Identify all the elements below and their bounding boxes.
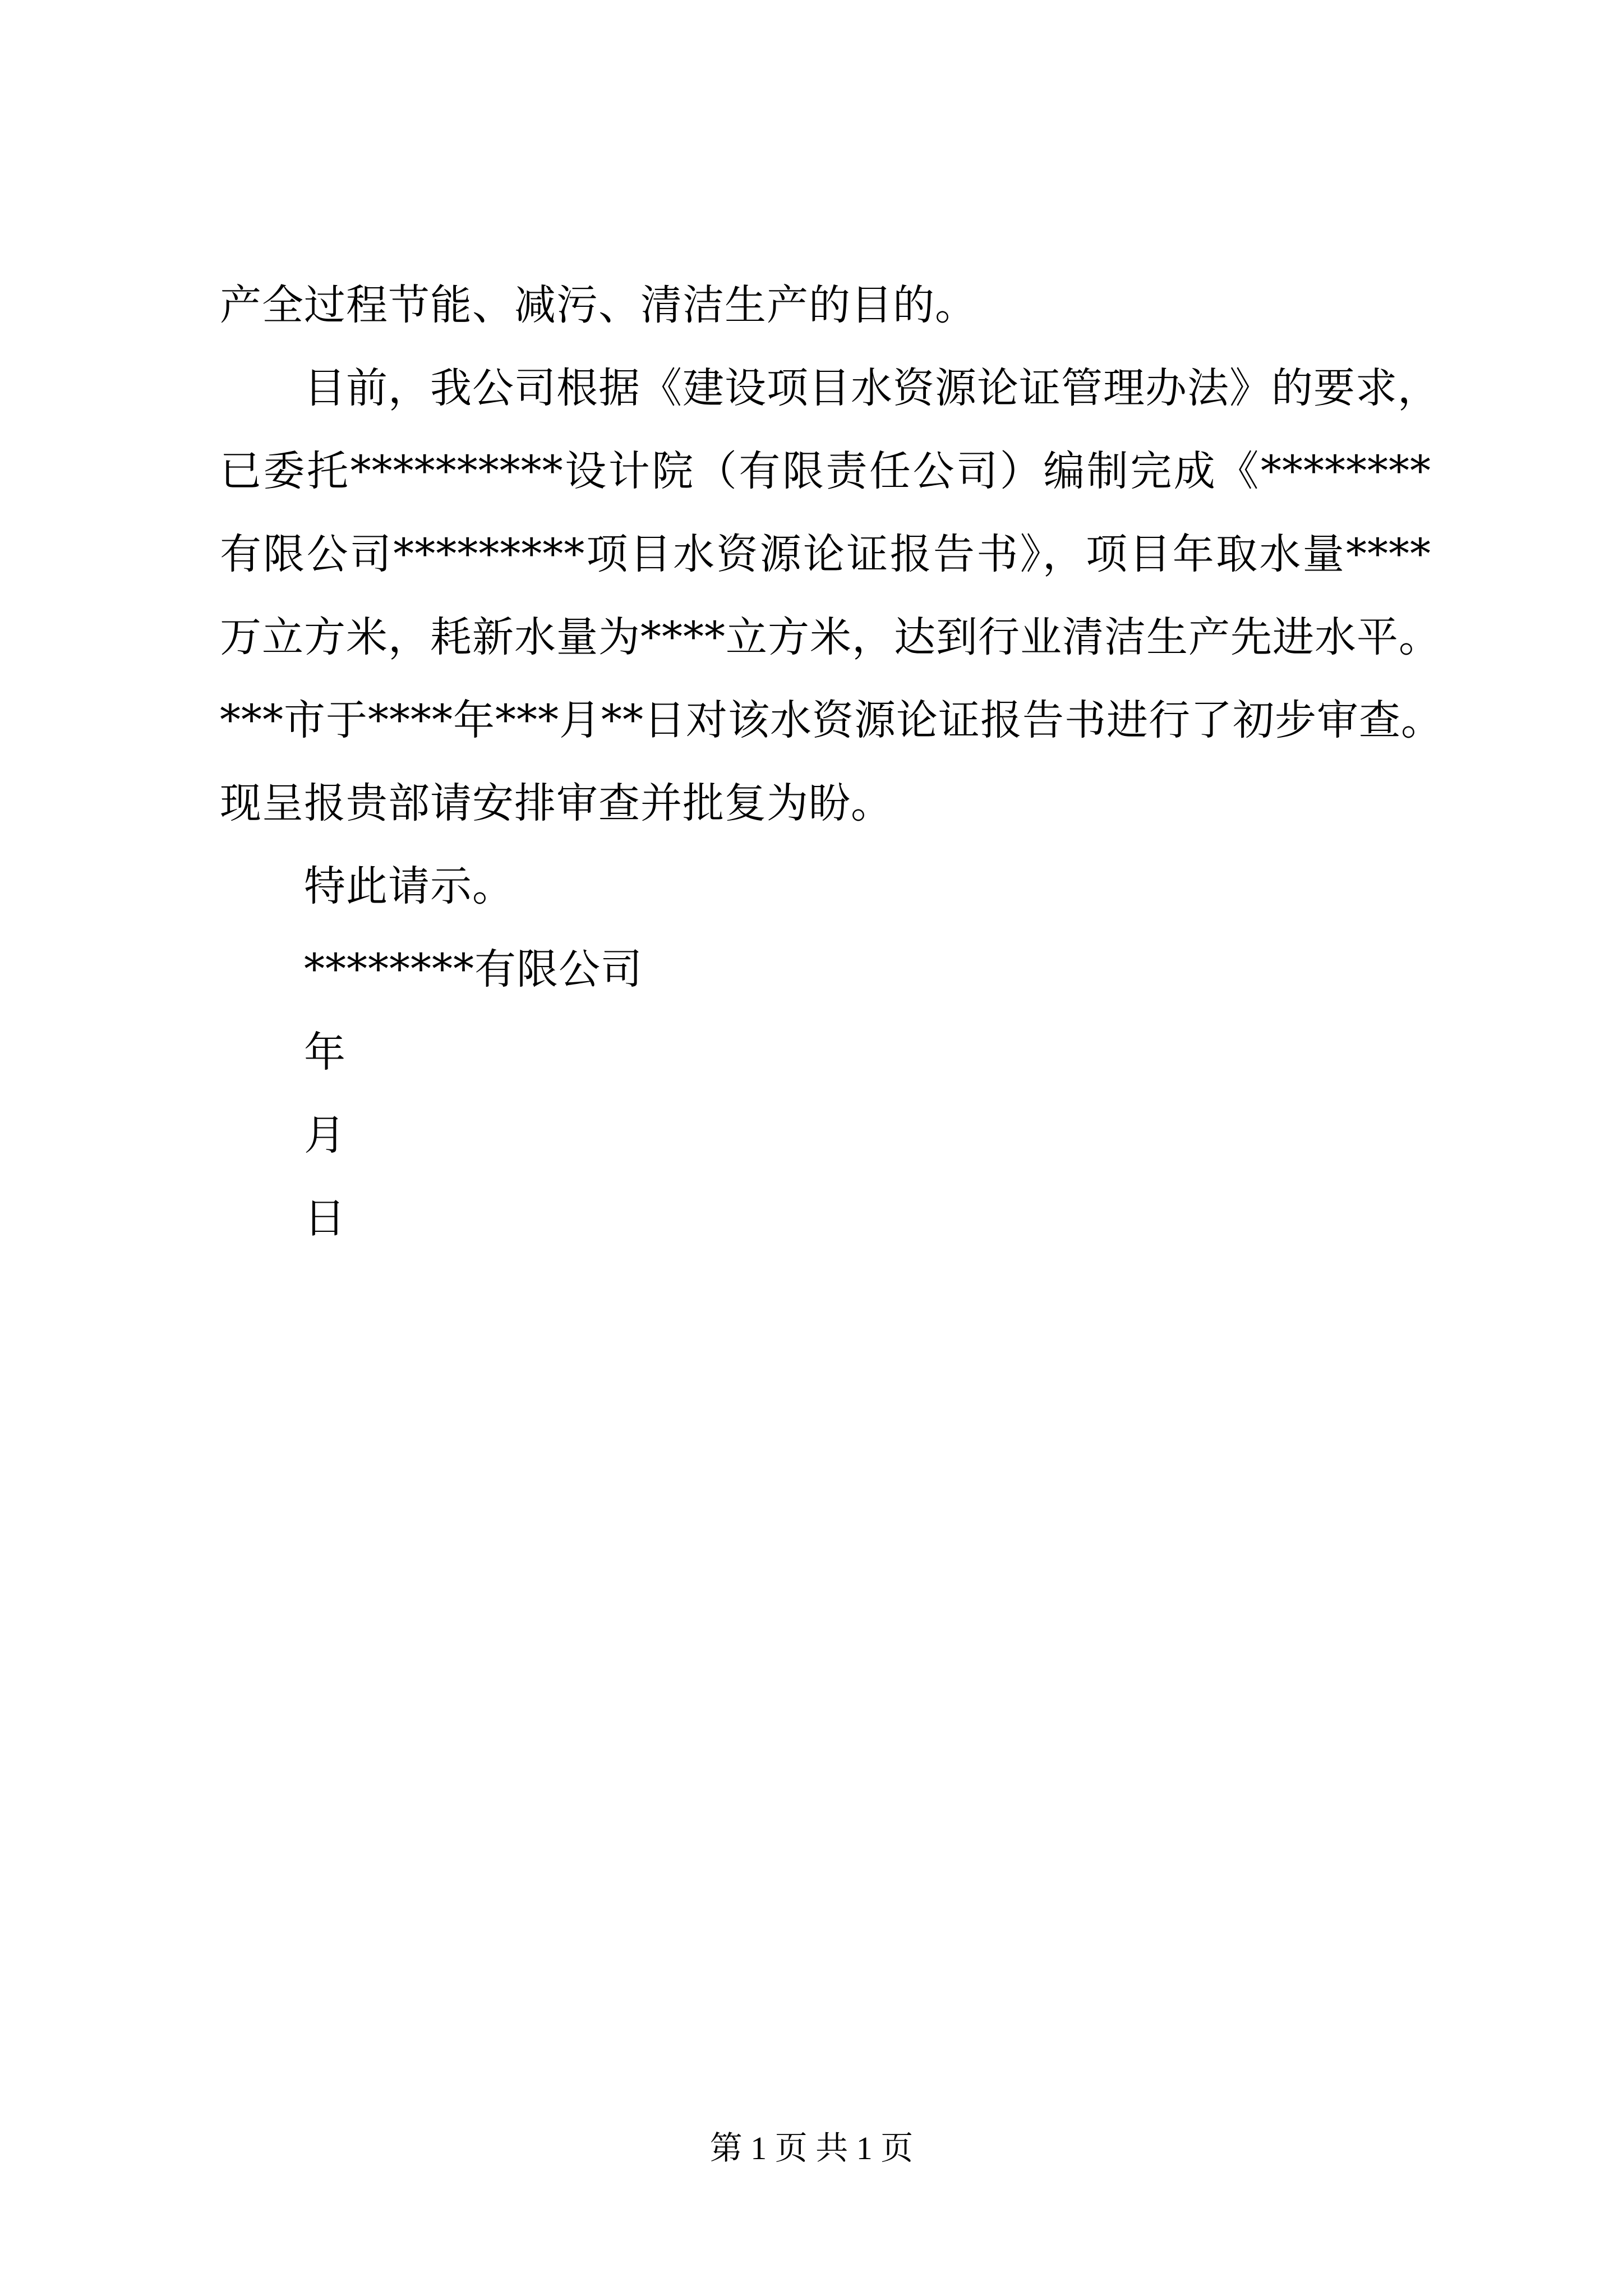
paragraph-line-3: 已委托**********设计院（有限责任公司）编制完成《******** (220, 447, 1431, 495)
paragraph-line-1: 产全过程节能、减污、清洁生产的目的。 (220, 281, 977, 329)
closing-remark: 特此请示。 (304, 862, 514, 910)
page-footer: 第 1 页 共 1 页 (709, 2130, 914, 2166)
paragraph-line-5: 万立方米，耗新水量为****立方米，达到行业清洁生产先进水平。 (220, 613, 1441, 661)
document-body (220, 264, 1443, 1260)
paragraph-line-4: 有限公司*********项目水资源论证报告书》，项目年取水量**** (220, 530, 1431, 578)
paragraph-line-2: 目前，我公司根据《建设项目水资源论证管理办法》的要求， (304, 364, 1440, 412)
date-month: 月 (304, 1111, 346, 1159)
paragraph-line-7: 现呈报贵部请安排审查并批复为盼。 (220, 779, 893, 827)
signature-company: ********有限公司 (304, 945, 643, 993)
date-year: 年 (304, 1028, 346, 1076)
paragraph-line-6: ***市于****年***月**日对该水资源论证报告书进行了初步审查。 (220, 696, 1443, 744)
date-day: 日 (304, 1194, 346, 1243)
